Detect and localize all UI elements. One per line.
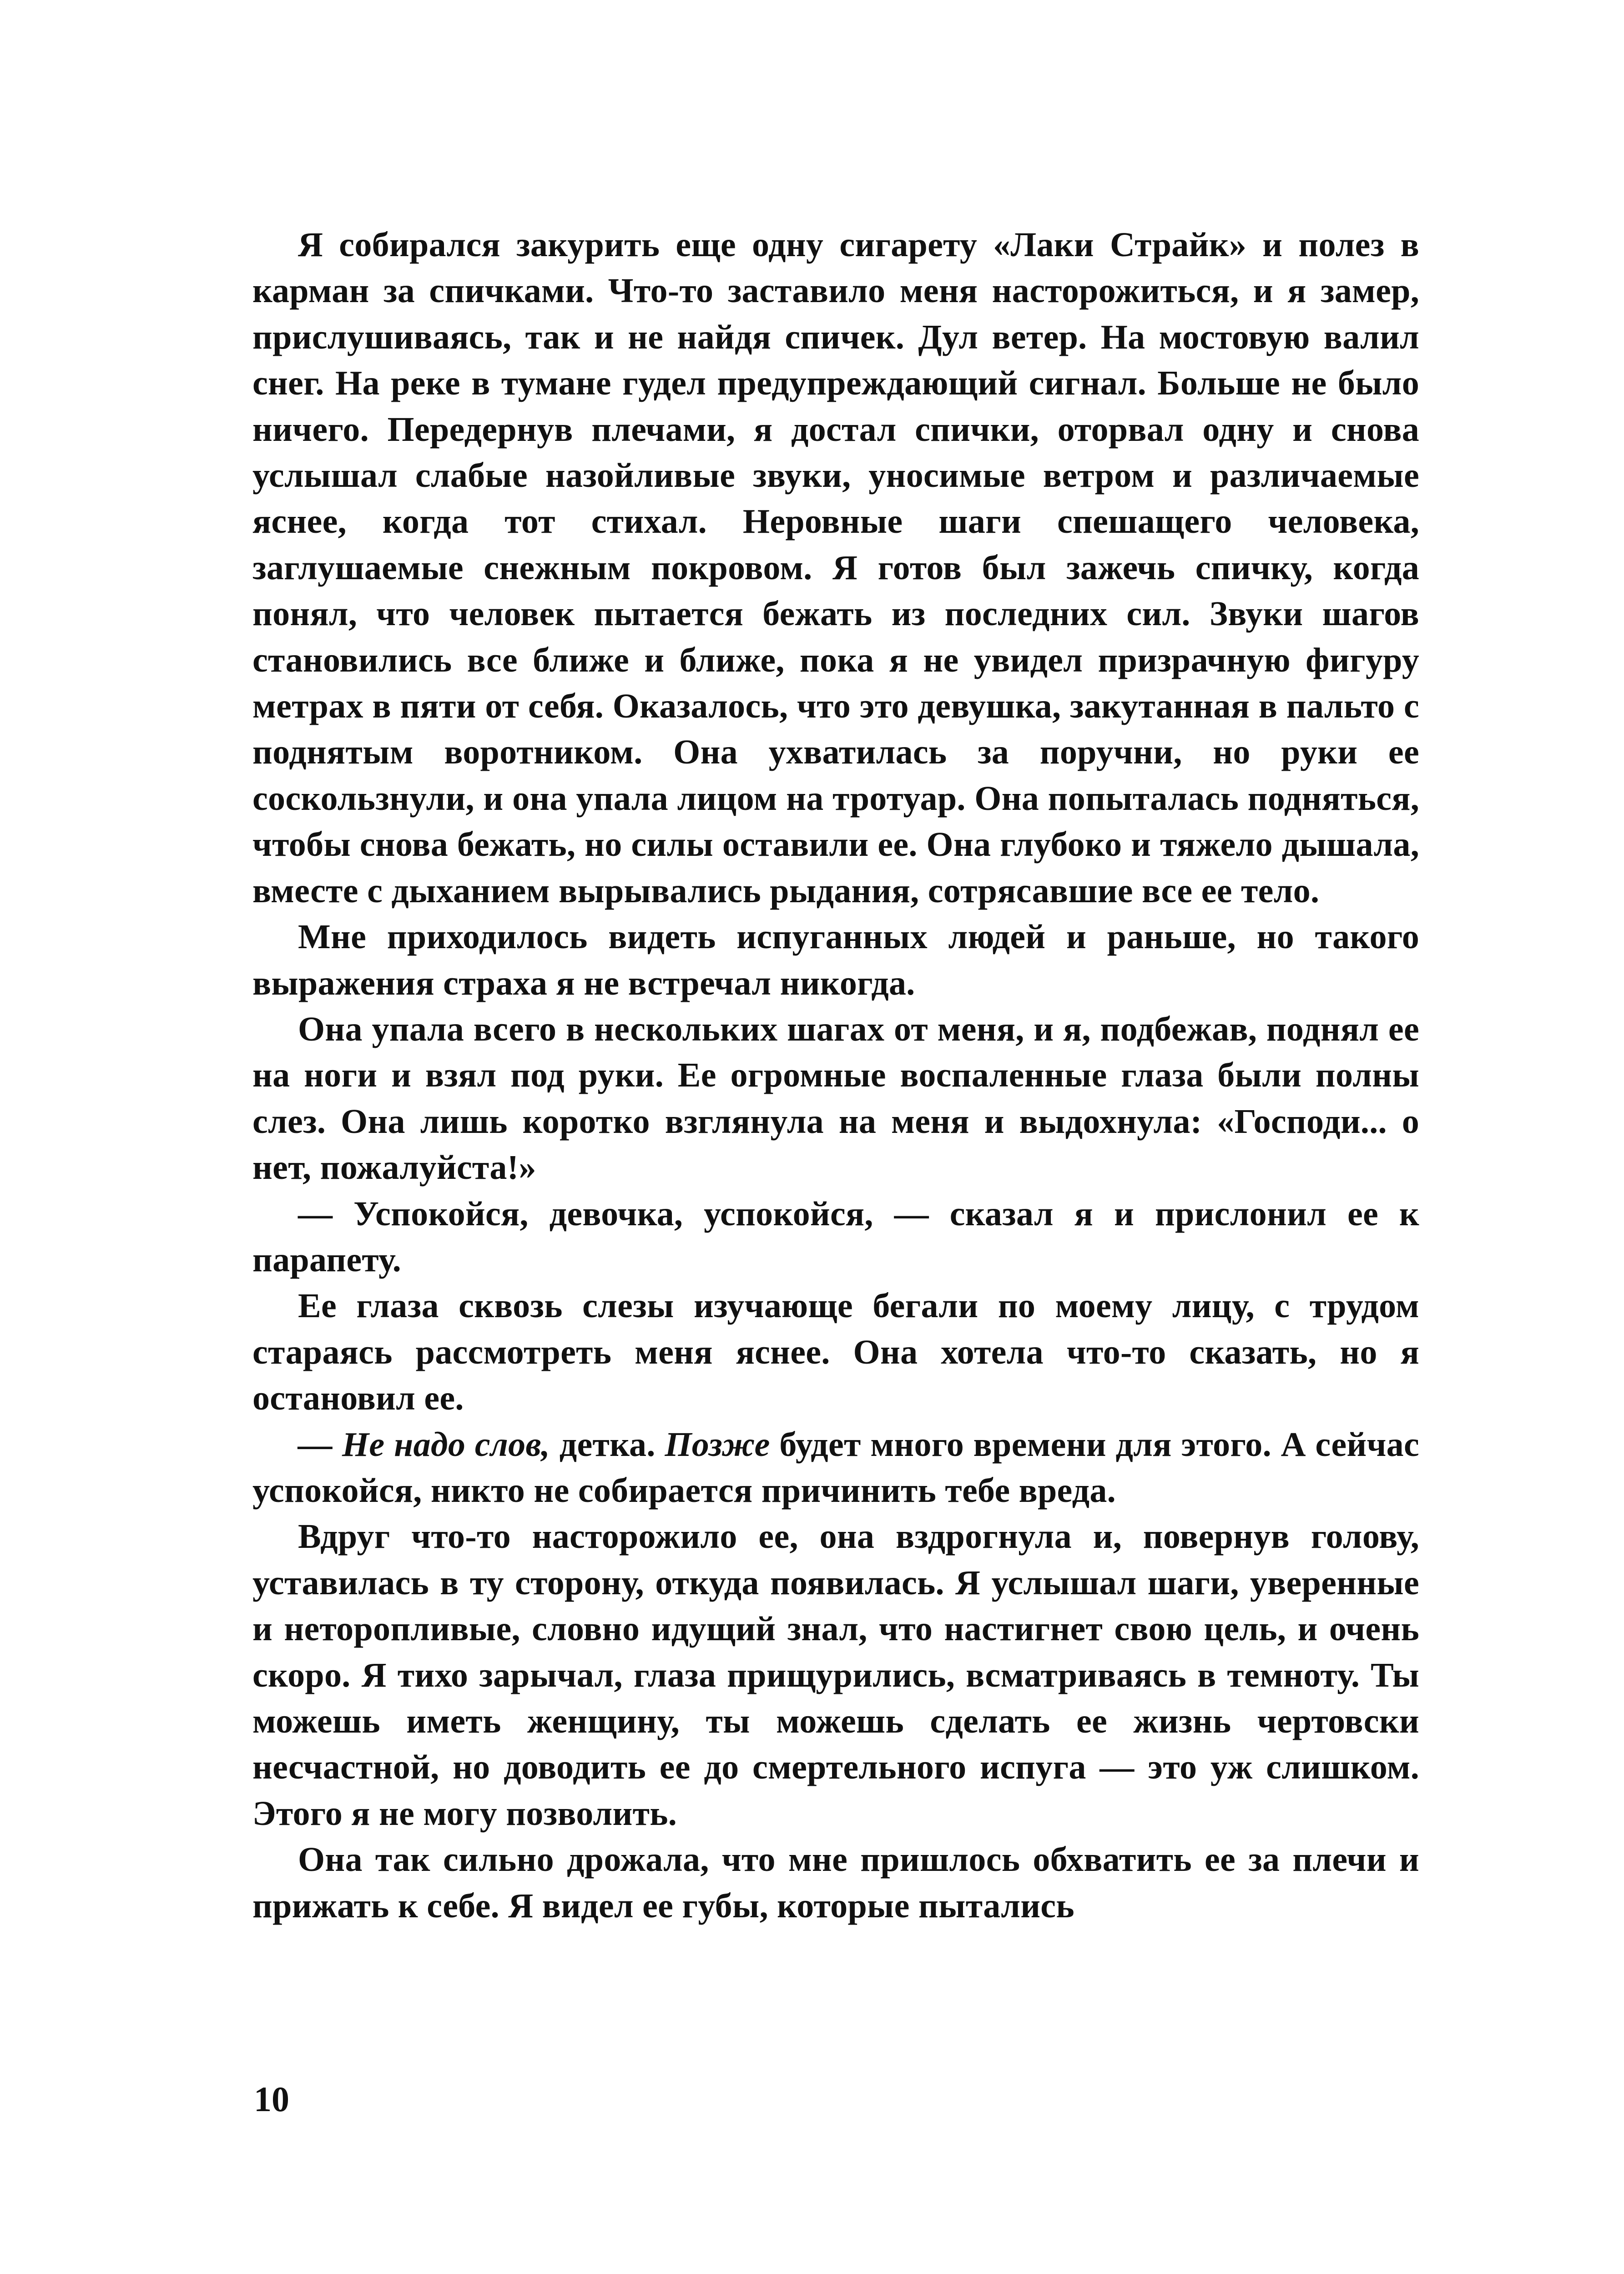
paragraph: Ее глаза сквозь слезы изучающе бегали по моему лицу, с трудом стараясь рассмотреть меня яснее. Она хотела что-то сказать, но я остановил ее. xyxy=(252,1287,1419,1418)
paragraph: Она упала всего в нескольких шагах от меня, и я, подбежав, поднял ее на ноги и взял под руки. Ее огромные воспаленные глаза были полны слез. Она лишь коротко взглянула на меня и выдохнула: «Господи... о нет, пожалуйста!» xyxy=(252,1010,1419,1187)
paragraph: Я собирался закурить еще одну сигарету «Лаки Страйк» и полез в карман за спичками. Что-то заставило меня насторожиться, и я замер, прислушиваясь, так и не найдя спичек. Дул ветер. На мостовую валил снег. На реке в тумане гудел предупреждающий сигнал. Больше не было ничего. Передернув плечами, я достал спички, оторвал одну и снова услышал слабые назойливые звуки, уносимые ветром и различаемые яснее, когда тот стихал. Неровные шаги спешащего человека, заглушаемые снежным покровом. Я готов был зажечь спичку, когда понял, что человек пытается бежать из последних сил. Звуки шагов становились все ближе и ближе, пока я не увидел призрачную фигуру метрах в пяти от себя. Оказалось, что это девушка, закутанная в пальто с поднятым воротником. Она ухватилась за поручни, но руки ее соскользнули, и она упала лицом на тротуар. Она попыталась подняться, чтобы снова бежать, но силы оставили ее. Она глубоко и тяжело дышала, вместе с дыханием вырывались рыдания, сотрясавшие все ее тело. xyxy=(252,226,1419,910)
paragraph-dialogue xyxy=(252,1422,1419,1514)
italic-speech: — Не надо слов, xyxy=(298,1425,550,1464)
italic-speech: Позже xyxy=(665,1425,770,1464)
paragraph: — Успокойся, девочка, успокойся, — сказал я и прислонил ее к парапету. xyxy=(252,1194,1419,1279)
body-text xyxy=(252,222,1419,1929)
page-number: 10 xyxy=(254,2079,289,2119)
paragraph: Она так сильно дрожала, что мне пришлось обхватить ее за плечи и прижать к себе. Я видел ее губы, которые пытались xyxy=(252,1840,1419,1925)
paragraph: Вдруг что-то насторожило ее, она вздрогнула и, повернув голову, уставилась в ту сторону, откуда появилась. Я услышал шаги, уверенные и неторопливые, словно идущий знал, что настигнет свою цель, и очень скоро. Я тихо зарычал, глаза прищурились, всматриваясь в темноту. Ты можешь иметь женщину, ты можешь сделать ее жизнь чертовски несчастной, но доводить ее до смертельного испуга — это уж слишком. Этого я не могу позволить. xyxy=(252,1517,1419,1833)
speech-text: будет много времени для этого. А сейчас успокойся, никто не собирается причинить тебе вреда. xyxy=(252,1425,1419,1510)
paragraph: Мне приходилось видеть испуганных людей и раньше, но такого выражения страха я не встречал никогда. xyxy=(252,918,1419,1002)
speech-text: детка. xyxy=(550,1425,665,1464)
